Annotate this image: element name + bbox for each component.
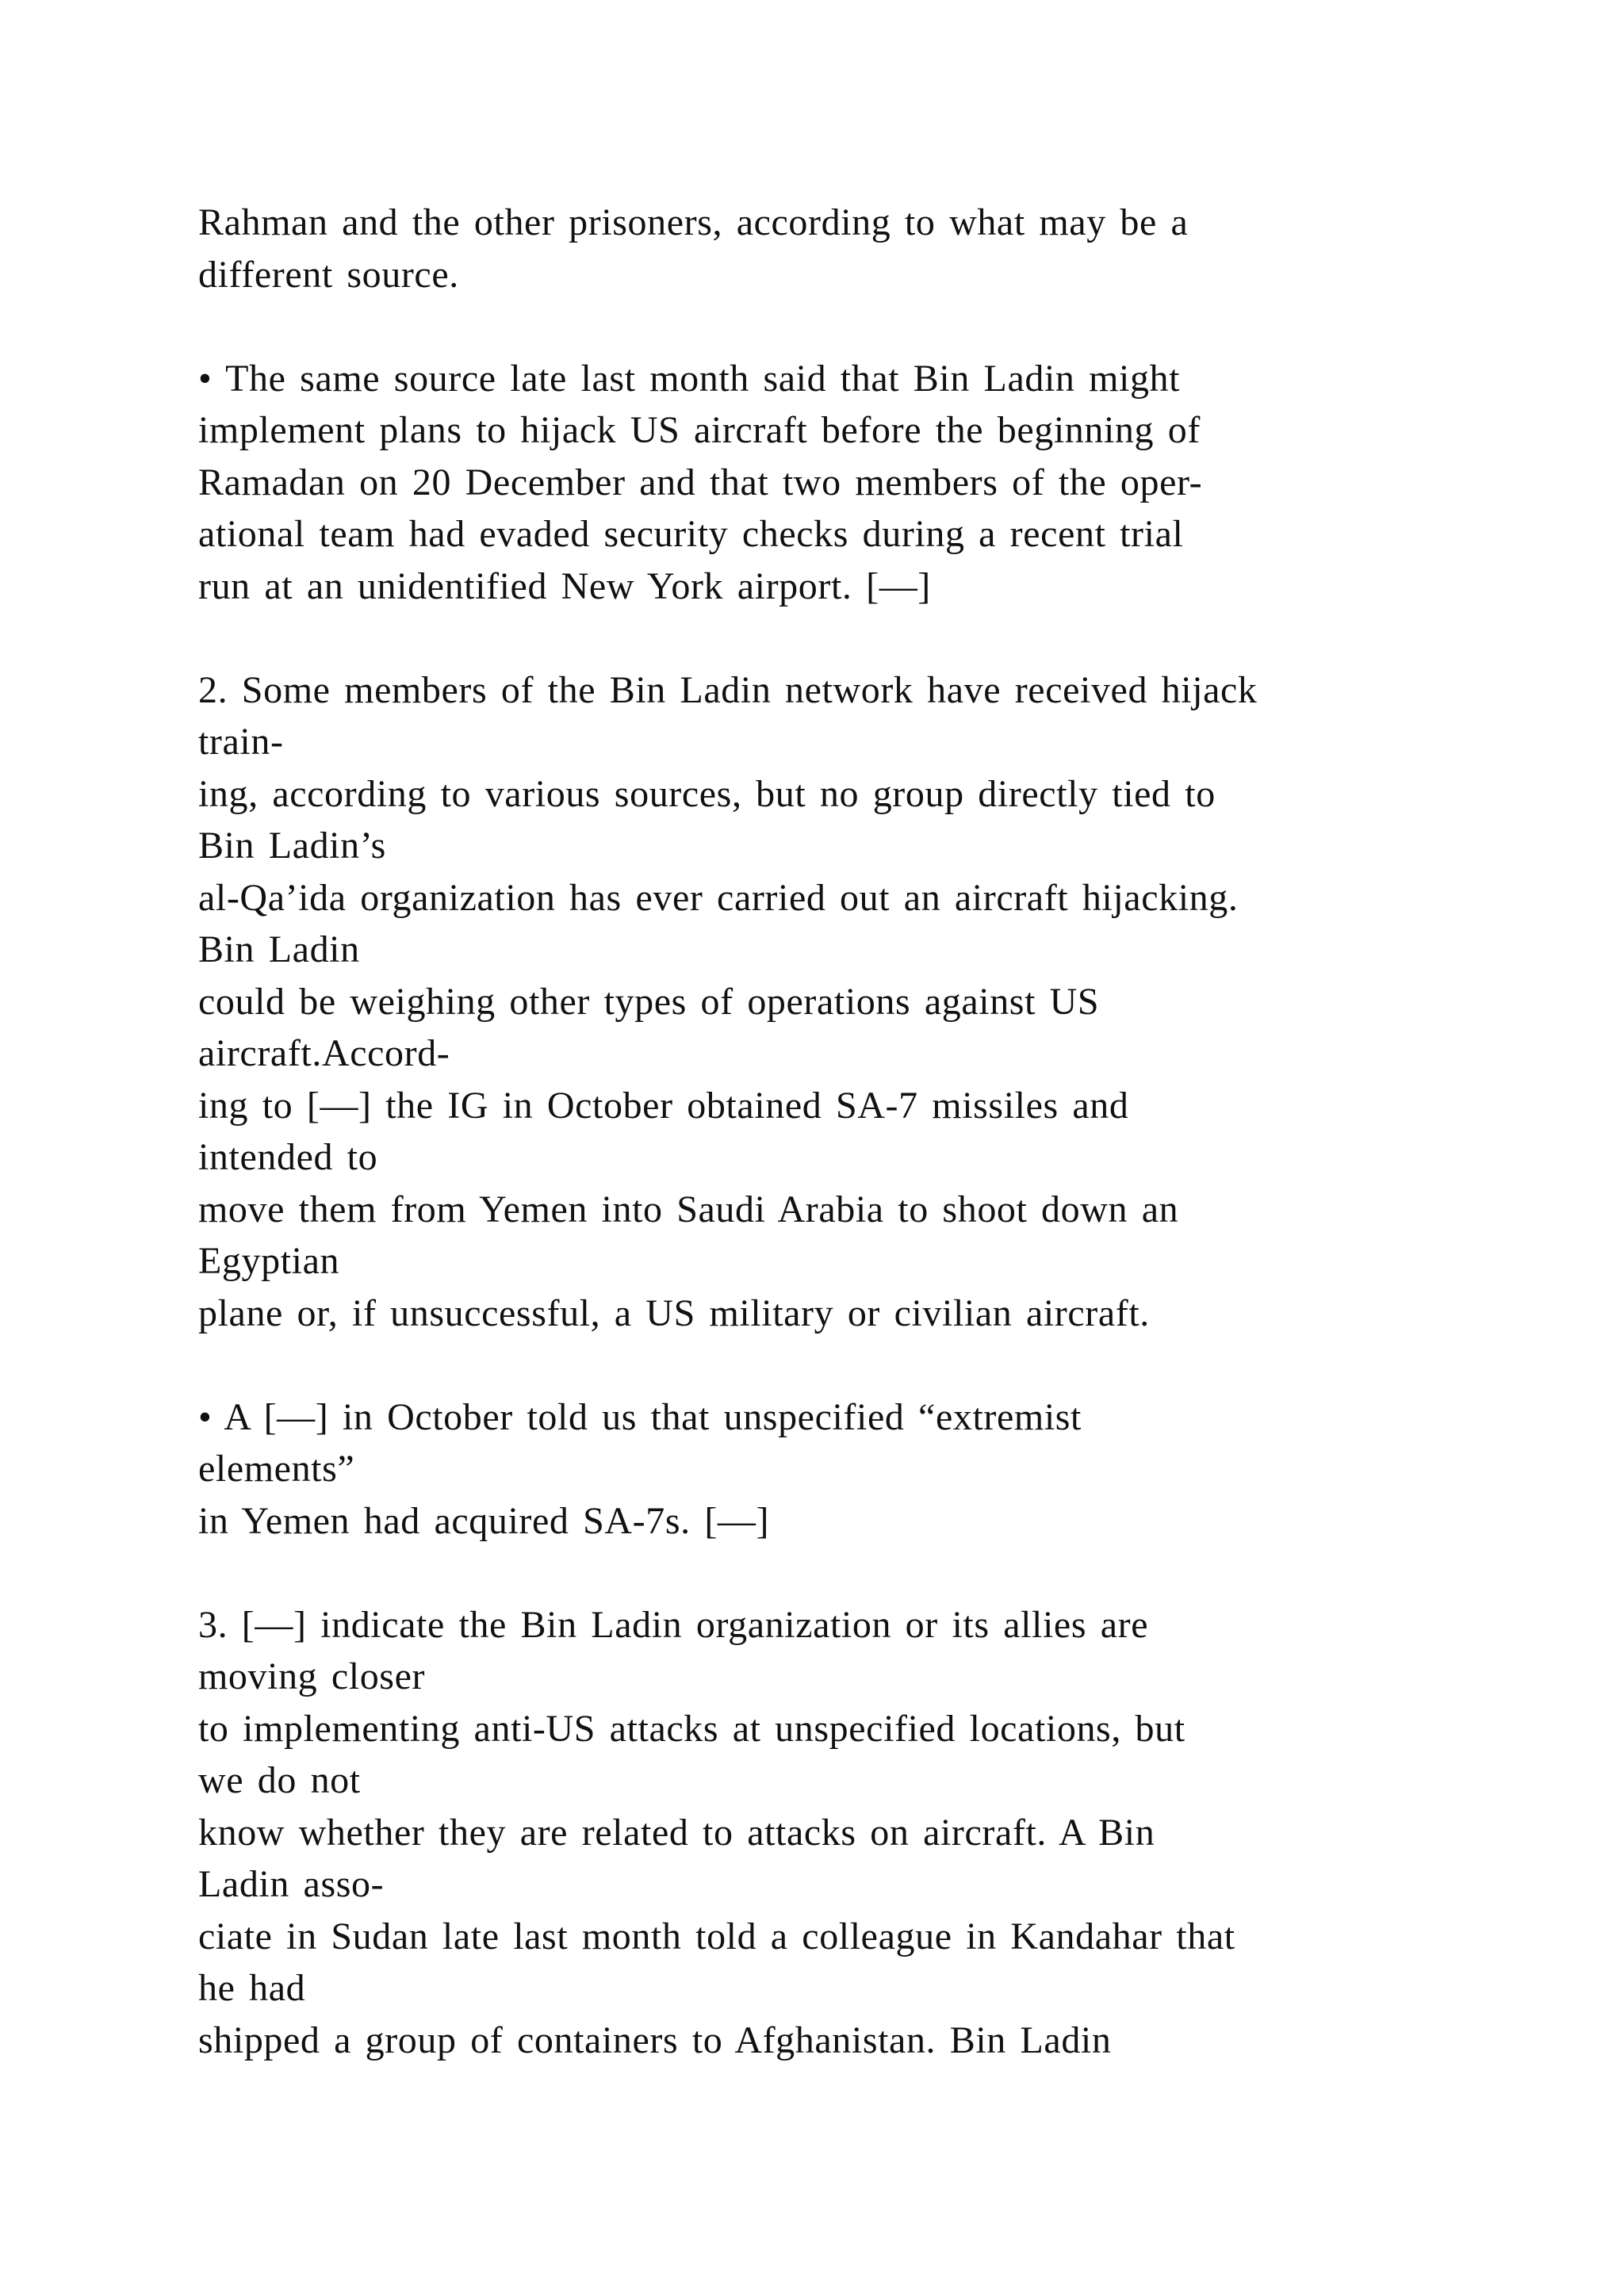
text-line: could be weighing other types of operations against US xyxy=(198,980,1100,1023)
text-line: Ramadan on 20 December and that two members of the oper- xyxy=(198,461,1203,503)
paragraph-gap xyxy=(198,300,1515,353)
text-line: • A [—] in October told us that unspecified “extremist xyxy=(198,1395,1082,1438)
text-line: Bin Ladin’s xyxy=(198,825,386,867)
text-line: intended to xyxy=(198,1136,378,1178)
text-line: train- xyxy=(198,721,284,763)
text-line: ing, according to various sources, but no group directly tied to xyxy=(198,772,1216,815)
text-line: shipped a group of containers to Afghanistan. Bin Ladin xyxy=(198,2019,1112,2061)
document-body xyxy=(198,197,1515,2066)
text-line: moving closer xyxy=(198,1655,426,1697)
text-line: 3. [—] indicate the Bin Ladin organization or its allies are xyxy=(198,1603,1149,1646)
text-line: in Yemen had acquired SA-7s. [—] xyxy=(198,1499,770,1542)
text-line: plane or, if unsuccessful, a US military or civilian aircraft. xyxy=(198,1292,1150,1334)
text-line: Ladin asso- xyxy=(198,1863,385,1905)
text-line: elements” xyxy=(198,1448,355,1490)
text-line: Rahman and the other prisoners, according to what may be a xyxy=(198,201,1189,243)
paragraph-gap xyxy=(198,1547,1515,1599)
text-line: move them from Yemen into Saudi Arabia to shoot down an xyxy=(198,1188,1179,1230)
text-line: Bin Ladin xyxy=(198,928,360,970)
text-line: implement plans to hijack US aircraft before the beginning of xyxy=(198,409,1201,451)
paragraph-gap xyxy=(198,1339,1515,1391)
text-line: aircraft.Accord- xyxy=(198,1032,450,1074)
text-line: al-Qa’ida organization has ever carried out an aircraft hijacking. xyxy=(198,876,1239,919)
text-line: • The same source late last month said that Bin Ladin might xyxy=(198,357,1181,400)
paragraph-gap xyxy=(198,612,1515,664)
text-line: different source. xyxy=(198,253,459,296)
text-line: he had xyxy=(198,1967,306,2009)
text-line: ing to [—] the IG in October obtained SA-7 missiles and xyxy=(198,1084,1129,1127)
text-line: Egyptian xyxy=(198,1240,340,1282)
text-line: ciate in Sudan late last month told a colleague in Kandahar that xyxy=(198,1915,1235,1957)
text-line: run at an unidentified New York airport. [—] xyxy=(198,564,931,607)
text-line: know whether they are related to attacks on aircraft. A Bin xyxy=(198,1811,1155,1854)
text-line: to implementing anti-US attacks at unspecified locations, but xyxy=(198,1707,1185,1750)
text-line: we do not xyxy=(198,1759,361,1801)
text-line: ational team had evaded security checks during a recent trial xyxy=(198,513,1184,555)
text-line: 2. Some members of the Bin Ladin network have received hijack xyxy=(198,668,1258,711)
